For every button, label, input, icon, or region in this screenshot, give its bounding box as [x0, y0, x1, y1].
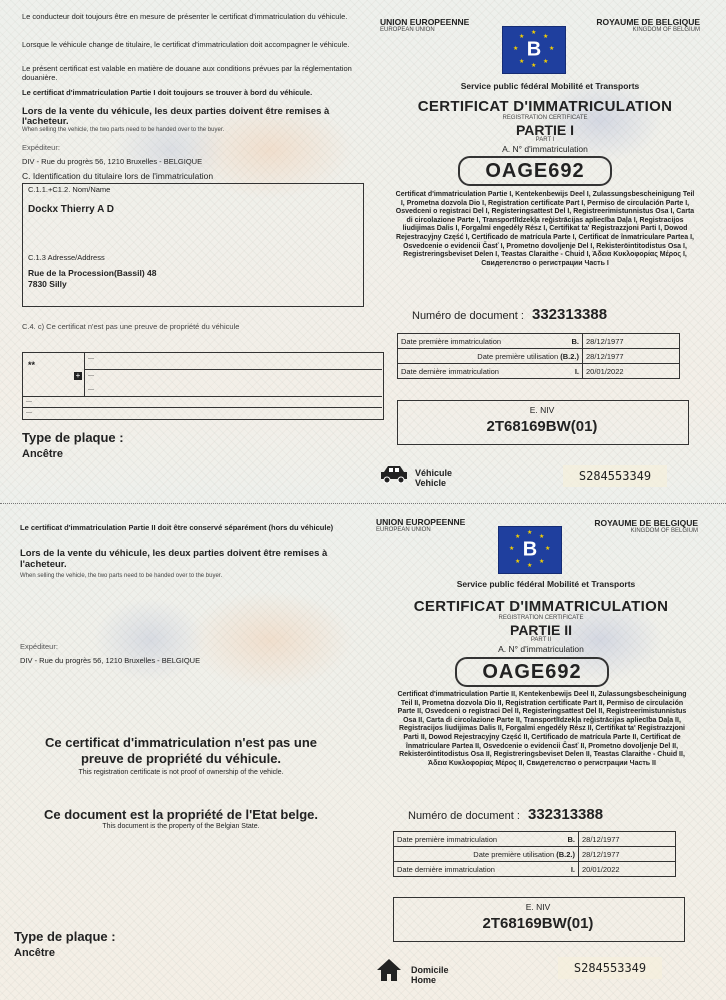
service-label: Service public fédéral Mobilité et Transports — [460, 81, 640, 91]
perforation-line — [0, 503, 726, 504]
codes-row-line — [22, 396, 382, 397]
holder-name: Dockx Thierry A D — [28, 204, 114, 215]
union-label: UNION EUROPEENNE — [380, 17, 470, 27]
vehicle-label-en: Vehicle — [415, 478, 447, 488]
part2-note-bold: Le certificat d'immatriculation Partie II doit être conservé séparément (hors du véhicule) — [20, 523, 334, 532]
not-proof-notice-en: This registration certificate is not proof of ownership of the vehicle. — [78, 769, 284, 776]
table-row — [394, 832, 676, 847]
union-label: UNION EUROPEENNE — [376, 517, 466, 527]
part1-note-bold: Le certificat d'immatriculation Partie I doit toujours se trouver à bord du véhicule. — [22, 88, 313, 97]
home-icon — [376, 958, 402, 982]
serial-number: S284553349 — [558, 957, 662, 979]
part1-sender: DIV - Rue du progrès 56, 1210 Bruxelles - BELGIQUE — [22, 157, 203, 166]
vin-number: 2T68169BW(01) — [486, 418, 598, 435]
dates-table — [393, 831, 676, 877]
part-label: PARTIE I — [515, 122, 575, 138]
serial-number: S284553349 — [563, 465, 667, 487]
table-row — [394, 847, 676, 862]
part1-sender-label: Expéditeur: — [22, 143, 60, 152]
cert-title: CERTIFICAT D'IMMATRICULATION — [413, 598, 669, 615]
kingdom-label: ROYAUME DE BELGIQUE — [594, 518, 698, 528]
country-code: B — [526, 38, 542, 61]
holder-box — [22, 183, 364, 307]
part2-sender: DIV - Rue du progrès 56, 1210 Bruxelles - BELGIQUE — [20, 656, 201, 665]
vin-label: E. NIV — [529, 405, 555, 415]
part2-sale-note: Lors de la vente du véhicule, les deux parties doivent être remises à l'acheteur. — [20, 548, 328, 570]
address-line-2: 7830 Silly — [28, 279, 67, 289]
codes-box — [22, 352, 384, 420]
doc-label: Numéro de document : — [408, 810, 520, 822]
date-value-cell: 28/12/1977 — [579, 847, 676, 862]
table-row — [398, 364, 680, 379]
date-label-cell: Date première immatriculation B. — [394, 832, 579, 847]
address-line-1: Rue de la Procession(Bassil) 48 — [28, 268, 157, 278]
kingdom-label-en: KINGDOM OF BELGIUM — [632, 27, 700, 33]
date-value-cell: 20/01/2022 — [579, 862, 676, 877]
property-notice: Ce document est la propriété de l'Etat belge. — [44, 807, 318, 822]
translations: Certificat d'immatriculation Partie II, Kentekenbewijs Deel II, Zulassungsbescheinigung Teil II, Prometna dozvola Dio II, Registration certificate Part II, Permiso de circulación Parte II, Osvedceni o registraci Del II, Registeringsattest Del II, Registreerimistunnistus Osa II, Carta di circolazione Parte II, Transportlīdzekļa reģistrācijas apliecība Daļa II, Registracijos liudijimas Dalis II, Forgalmi engedély Rész II, Certifikat ta' Registrazzjoni Parti II, Dowod Rejestracyjny Część II, Certificado de matrícula Parte II, Certificat de înmatriculare Partea II, Osvedcenie o evidencii Časť II, Prometno dovoljenje Del II, Rekisteröintitodistus Osa II, Registreringsbeviset Delen II, Teastas Claraithe - Chuid II, Άδεια Κυκλοφορίας Μέρος II, Свидетелство о регистрации Часть II — [397, 691, 687, 767]
code-dash: --- — [88, 356, 94, 362]
code-dash: --- — [88, 373, 94, 379]
codes-row-line — [84, 369, 382, 370]
date-value-cell: 20/01/2022 — [583, 364, 680, 379]
doc-number: 332313388 — [532, 306, 608, 323]
home-label-en: Home — [411, 975, 437, 985]
part1-sale-note-en: When selling the vehicle, the two parts need to be handed over to the buyer. — [22, 127, 225, 133]
cert-title: CERTIFICAT D'IMMATRICULATION — [417, 98, 673, 115]
car-icon — [380, 464, 408, 484]
eu-flag-icon: B ★ ★ ★ ★ ★ ★ ★ ★ — [502, 26, 566, 74]
kingdom-label-en: KINGDOM OF BELGIUM — [630, 528, 698, 534]
date-label-cell: Date dernière immatriculation I. — [398, 364, 583, 379]
date-label-cell: Date première utilisation (B.2.) — [394, 847, 579, 862]
vehicle-label: Véhicule — [415, 468, 453, 478]
code-dash: --- — [26, 410, 32, 416]
part-label: PARTIE II — [510, 622, 572, 638]
code-dash: --- — [88, 387, 94, 393]
plate-type-label: Type de plaque : — [14, 929, 116, 944]
codes-row-line — [22, 407, 382, 408]
home-label: Domicile — [411, 965, 449, 975]
date-label-cell: Date dernière immatriculation I. — [394, 862, 579, 877]
name-label: C.1.1.+C1.2. Nom/Name — [28, 185, 111, 194]
registration-number: OAGE692 — [458, 156, 612, 186]
vin-label: E. NIV — [525, 902, 551, 912]
translations: Certificat d'immatriculation Partie I, Kentekenbewijs Deel I, Zulassungsbescheinigung Teil I, Prometna dozvola Dio I, Registration certificate Part I, Permiso de circulación Parte I, Osvedceni o registraci Del I, Registeringsattest Del I, Registreerimistunnistus Osa I, Carta di circolazione Parte I, Transportlīdzekļa reģistrācijas apliecība Daļa I, Registracijos liudijimas Dalis I, Forgalmi engedély Rész I, Certifikat ta' Registrazzjoni Parti I, Dowod Rejestracyjny Część I, Certificado de matrícula Parte I, Certificat de înmatriculare Partea I, Osvedcenie o evidencii Časť I, Prometno dovoljenje Del I, Rekisteröintitodistus Osa I, Registreringsbeviset Delen I, Teastas Claraithe - Chuid I, Άδεια Κυκλοφορίας Μέρος I, Свидетелство о регистрации Часть I — [395, 191, 695, 267]
ownership-note: C.4. c) Ce certificat n'est pas une preuve de propriété du véhicule — [22, 322, 240, 331]
vin-number: 2T68169BW(01) — [482, 915, 594, 932]
plate-type-label: Type de plaque : — [22, 430, 124, 445]
union-label-en: EUROPEAN UNION — [376, 527, 431, 533]
part-label-en: PART I — [535, 137, 555, 143]
reg-label: A. N° d'immatriculation — [498, 644, 584, 654]
codes-stars: ** — [28, 360, 36, 370]
address-label: C.1.3 Adresse/Address — [28, 253, 105, 262]
reg-label: A. N° d'immatriculation — [502, 144, 588, 154]
date-label-cell: Date première immatriculation B. — [398, 334, 583, 349]
part1-note-1: Le conducteur doit toujours être en mesure de présenter le certificat d'immatriculation du véhicule. — [22, 12, 348, 21]
date-value-cell: 28/12/1977 — [583, 334, 680, 349]
dates-table — [397, 333, 680, 379]
eu-flag-icon: B ★ ★ ★ ★ ★ ★ ★ ★ — [498, 526, 562, 574]
date-value-cell: 28/12/1977 — [583, 349, 680, 364]
part-label-en: PART II — [530, 637, 552, 643]
doc-label: Numéro de document : — [412, 310, 524, 322]
part2-sender-label: Expéditeur: — [20, 642, 58, 651]
not-proof-notice: Ce certificat d'immatriculation n'est pas une preuve de propriété du véhicule. — [44, 735, 318, 766]
date-label-cell: Date première utilisation (B.2.) — [398, 349, 583, 364]
country-code: B — [522, 538, 538, 561]
part1-sale-note: Lors de la vente du véhicule, les deux parties doivent être remises à l'acheteur. — [22, 106, 330, 127]
part1-note-3: Le présent certificat est valable en matière de douane aux conditions prévues par la réglementation douanière. — [22, 64, 352, 82]
plus-icon: + — [75, 371, 81, 380]
code-dash: --- — [26, 399, 32, 405]
plate-type: Ancêtre — [14, 947, 55, 959]
part1-note-2: Lorsque le véhicule change de titulaire, le certificat d'immatriculation doit accompagner le véhicule. — [22, 40, 350, 49]
date-value-cell: 28/12/1977 — [579, 832, 676, 847]
property-notice-en: This document is the property of the Belgian State. — [102, 823, 260, 830]
kingdom-label: ROYAUME DE BELGIQUE — [596, 17, 700, 27]
table-row — [398, 334, 680, 349]
union-label-en: EUROPEAN UNION — [380, 27, 435, 33]
plate-type: Ancêtre — [22, 448, 63, 460]
codes-divider — [84, 352, 85, 396]
cert-title-en: REGISTRATION CERTIFICATE — [498, 615, 584, 621]
service-label: Service public fédéral Mobilité et Transports — [456, 579, 636, 589]
doc-number: 332313388 — [528, 806, 604, 823]
holder-heading: C. Identification du titulaire lors de l'immatriculation — [22, 171, 214, 181]
table-row — [394, 862, 676, 877]
cert-title-en: REGISTRATION CERTIFICATE — [502, 115, 588, 121]
part2-sale-note-en: When selling the vehicle, the two parts need to be handed over to the buyer. — [20, 573, 223, 579]
registration-number: OAGE692 — [455, 657, 609, 687]
table-row — [398, 349, 680, 364]
